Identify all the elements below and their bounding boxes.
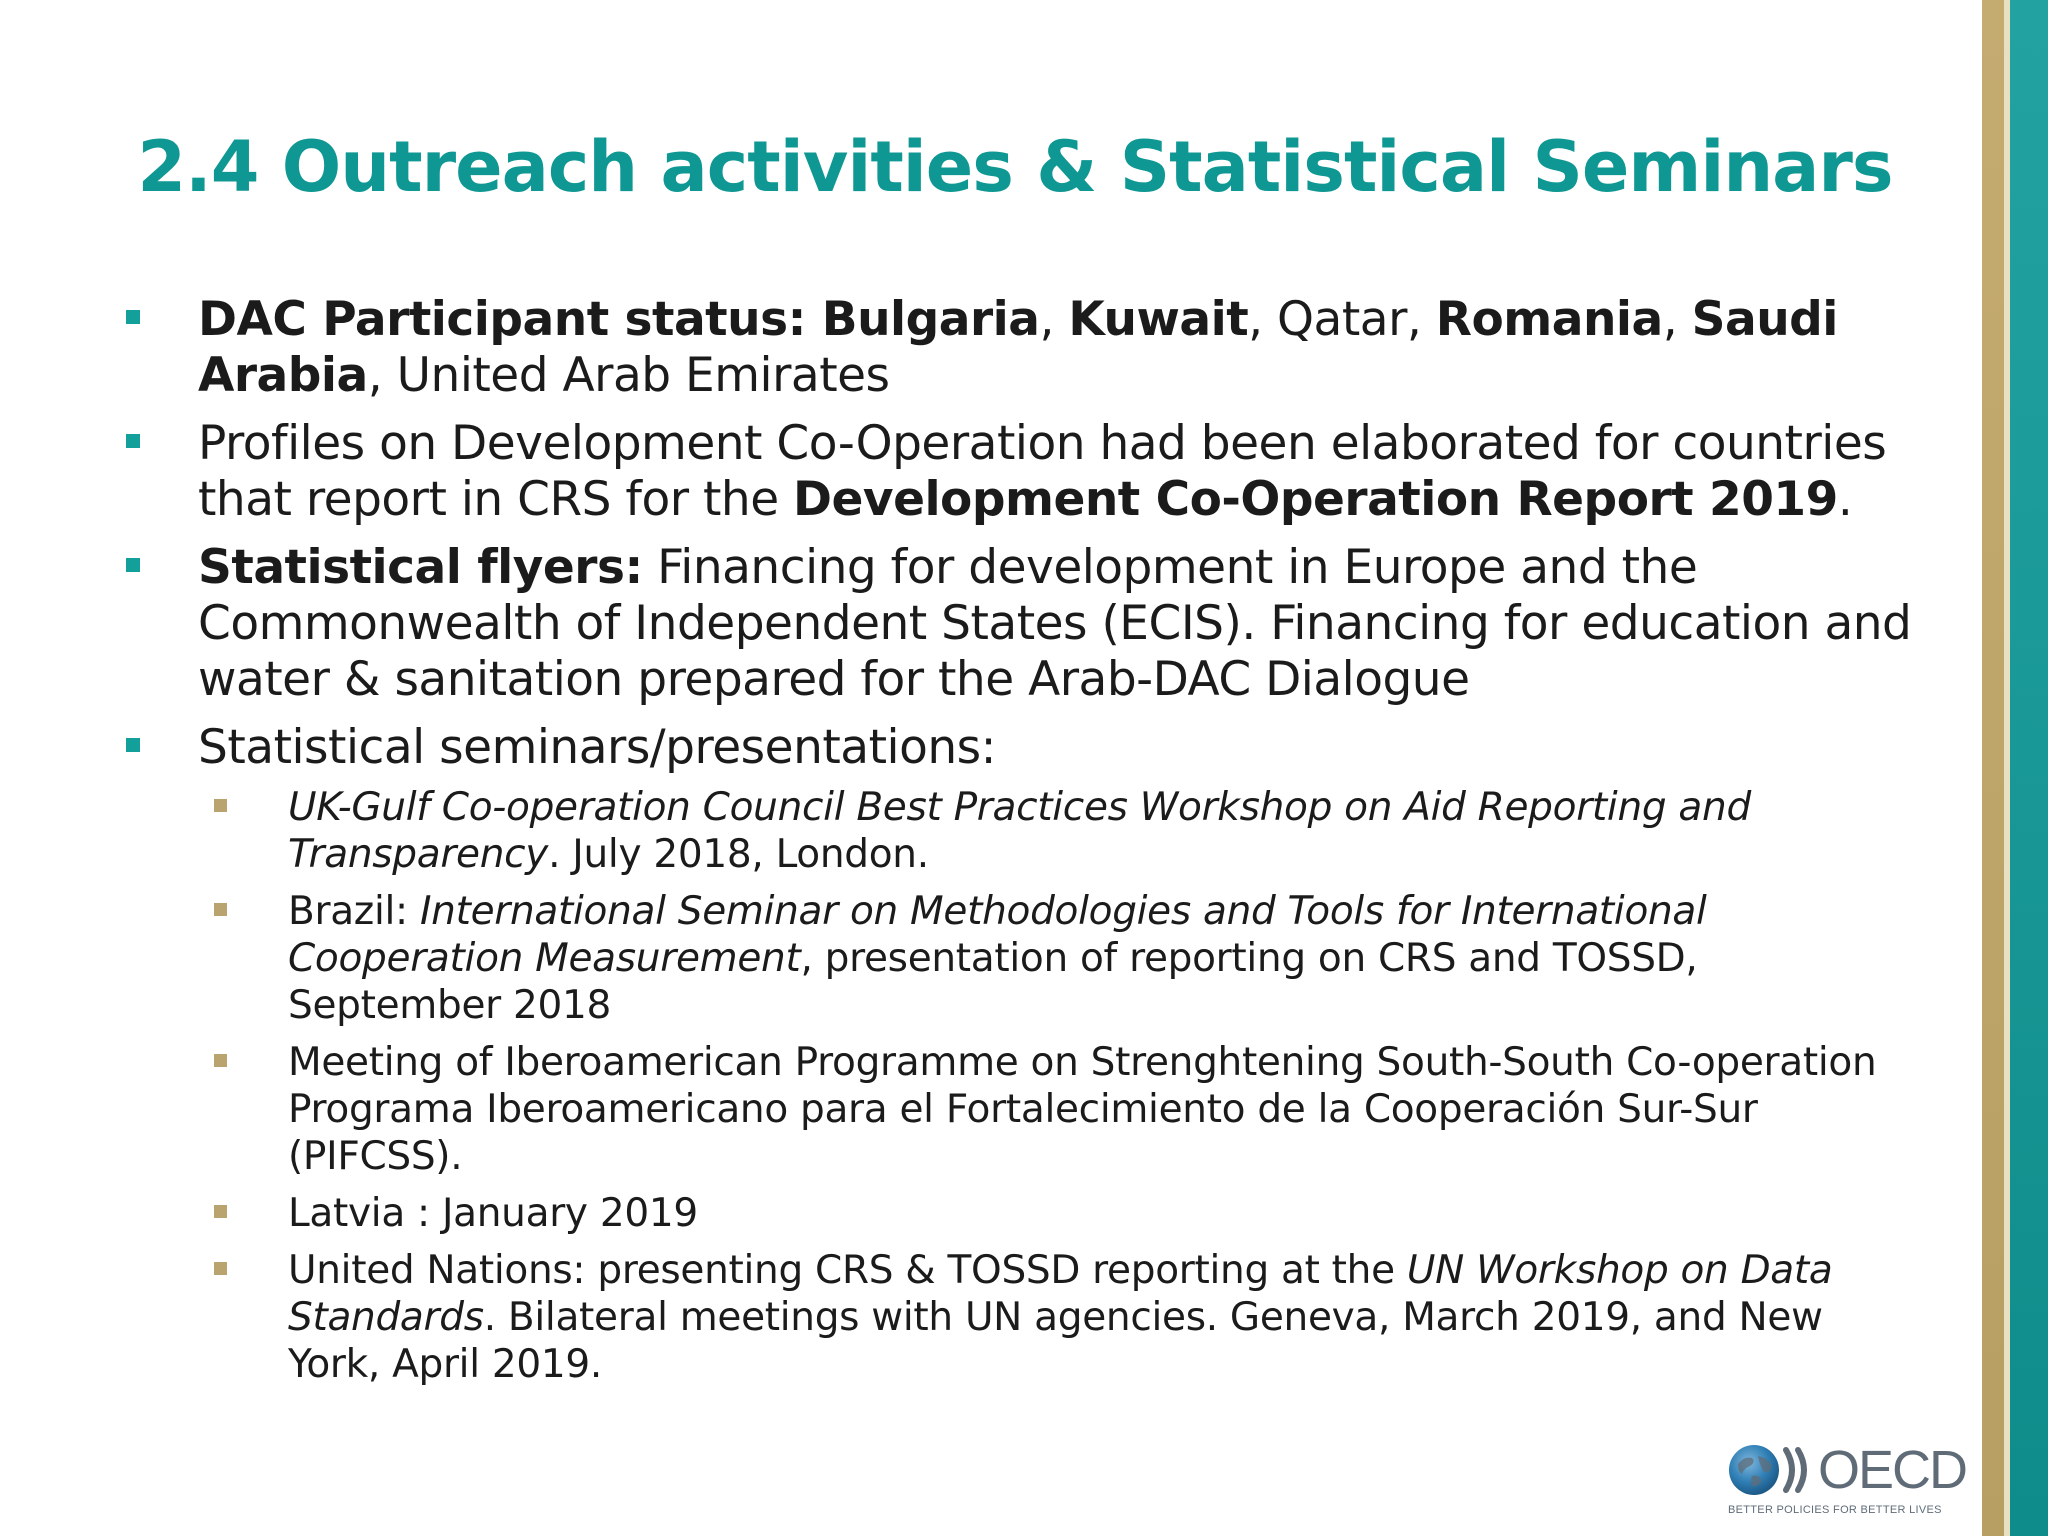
text-run: , United Arab Emirates bbox=[367, 348, 890, 403]
logo-tagline: BETTER POLICIES FOR BETTER LIVES bbox=[1728, 1504, 1942, 1516]
bullet-list bbox=[120, 292, 1920, 1388]
slide-content bbox=[120, 292, 1920, 1400]
text-run: UN Workshop on Data Standards bbox=[288, 1248, 1833, 1340]
sub-bullet-item bbox=[108, 1247, 1920, 1388]
sub-bullet-item bbox=[108, 784, 1920, 878]
slide-title: 2.4 Outreach activities & Statistical Seminars bbox=[137, 126, 1893, 208]
text-run: Kuwait bbox=[1068, 292, 1249, 347]
square-sub-bullet-icon bbox=[214, 903, 227, 916]
bullet-text bbox=[198, 720, 996, 775]
text-run: Meeting of Iberoamerican Programme on Strenghtening South-South Co-operation Programa Iberoamericano para el Fortalecimiento de la Cooperación Sur-Sur (PIFCSS). bbox=[288, 1040, 1877, 1179]
square-sub-bullet-icon bbox=[214, 1205, 227, 1218]
square-sub-bullet-icon bbox=[214, 1054, 227, 1067]
side-bar-gold-strip bbox=[1982, 0, 2004, 1536]
text-run: Statistical seminars/presentations: bbox=[198, 720, 996, 775]
text-run: United Nations: presenting CRS & TOSSD reporting at the bbox=[288, 1248, 1407, 1293]
text-run: , presentation of reporting on CRS and TOSSD, September 2018 bbox=[288, 936, 1698, 1028]
bullet-text bbox=[198, 292, 1838, 403]
square-sub-bullet-icon bbox=[214, 1262, 227, 1275]
sub-bullet-text bbox=[288, 1248, 1833, 1387]
text-run: Financing for development in Europe and the Commonwealth of Independent States (ECIS). Financing for education and water & sanitation prepared for the Arab-DAC Dialogue bbox=[198, 540, 1912, 707]
bullet-item bbox=[120, 292, 1920, 404]
text-run: Development Co-Operation Report 2019 bbox=[793, 472, 1838, 527]
sub-bullet-item bbox=[108, 888, 1920, 1029]
text-run: Saudi Arabia bbox=[198, 292, 1838, 403]
bullet-item bbox=[120, 540, 1920, 708]
bullet-item bbox=[120, 416, 1920, 528]
sub-bullet-text bbox=[288, 889, 1707, 1028]
bullet-text bbox=[198, 540, 1911, 707]
sub-bullet-item bbox=[108, 1039, 1920, 1180]
text-run: . bbox=[1837, 472, 1853, 527]
square-sub-bullet-icon bbox=[214, 799, 227, 812]
square-bullet-icon bbox=[126, 310, 140, 324]
bullet-item bbox=[120, 720, 1920, 1388]
sub-bullet-text bbox=[288, 1191, 698, 1236]
bullet-text bbox=[198, 416, 1886, 527]
oecd-logo bbox=[1726, 1440, 1967, 1522]
text-run: , bbox=[1662, 292, 1692, 347]
decorative-side-bar bbox=[1982, 0, 2048, 1536]
square-bullet-icon bbox=[126, 434, 140, 448]
text-run: , Qatar, bbox=[1248, 292, 1436, 347]
text-run: DAC Participant status: Bulgaria bbox=[198, 292, 1040, 347]
text-run: . Bilateral meetings with UN agencies. Geneva, March 2019, and New York, April 2019. bbox=[288, 1295, 1823, 1387]
side-bar-teal-strip bbox=[2010, 0, 2048, 1536]
text-run: Brazil: bbox=[288, 889, 420, 934]
sub-bullet-list bbox=[198, 784, 1920, 1388]
chevrons-icon bbox=[1782, 1444, 1818, 1496]
logo-wordmark: OECD bbox=[1818, 1440, 1967, 1500]
sub-bullet-text bbox=[288, 785, 1751, 877]
text-run: International Seminar on Methodologies and Tools for International Cooperation Measurement bbox=[288, 889, 1707, 981]
text-run: UK-Gulf Co-operation Council Best Practices Workshop on Aid Reporting and Transparency bbox=[288, 785, 1751, 877]
sub-bullet-item bbox=[108, 1190, 1920, 1237]
globe-icon bbox=[1728, 1444, 1780, 1496]
text-run: Latvia : January 2019 bbox=[288, 1191, 698, 1236]
text-run: Romania bbox=[1435, 292, 1663, 347]
text-run: . July 2018, London. bbox=[548, 832, 929, 877]
square-bullet-icon bbox=[126, 738, 140, 752]
text-run: , bbox=[1039, 292, 1069, 347]
text-run: Statistical flyers: bbox=[198, 540, 643, 595]
text-run: Profiles on Development Co-Operation had been elaborated for countries that report in CRS for the bbox=[198, 416, 1887, 527]
square-bullet-icon bbox=[126, 558, 140, 572]
sub-bullet-text bbox=[288, 1040, 1876, 1179]
